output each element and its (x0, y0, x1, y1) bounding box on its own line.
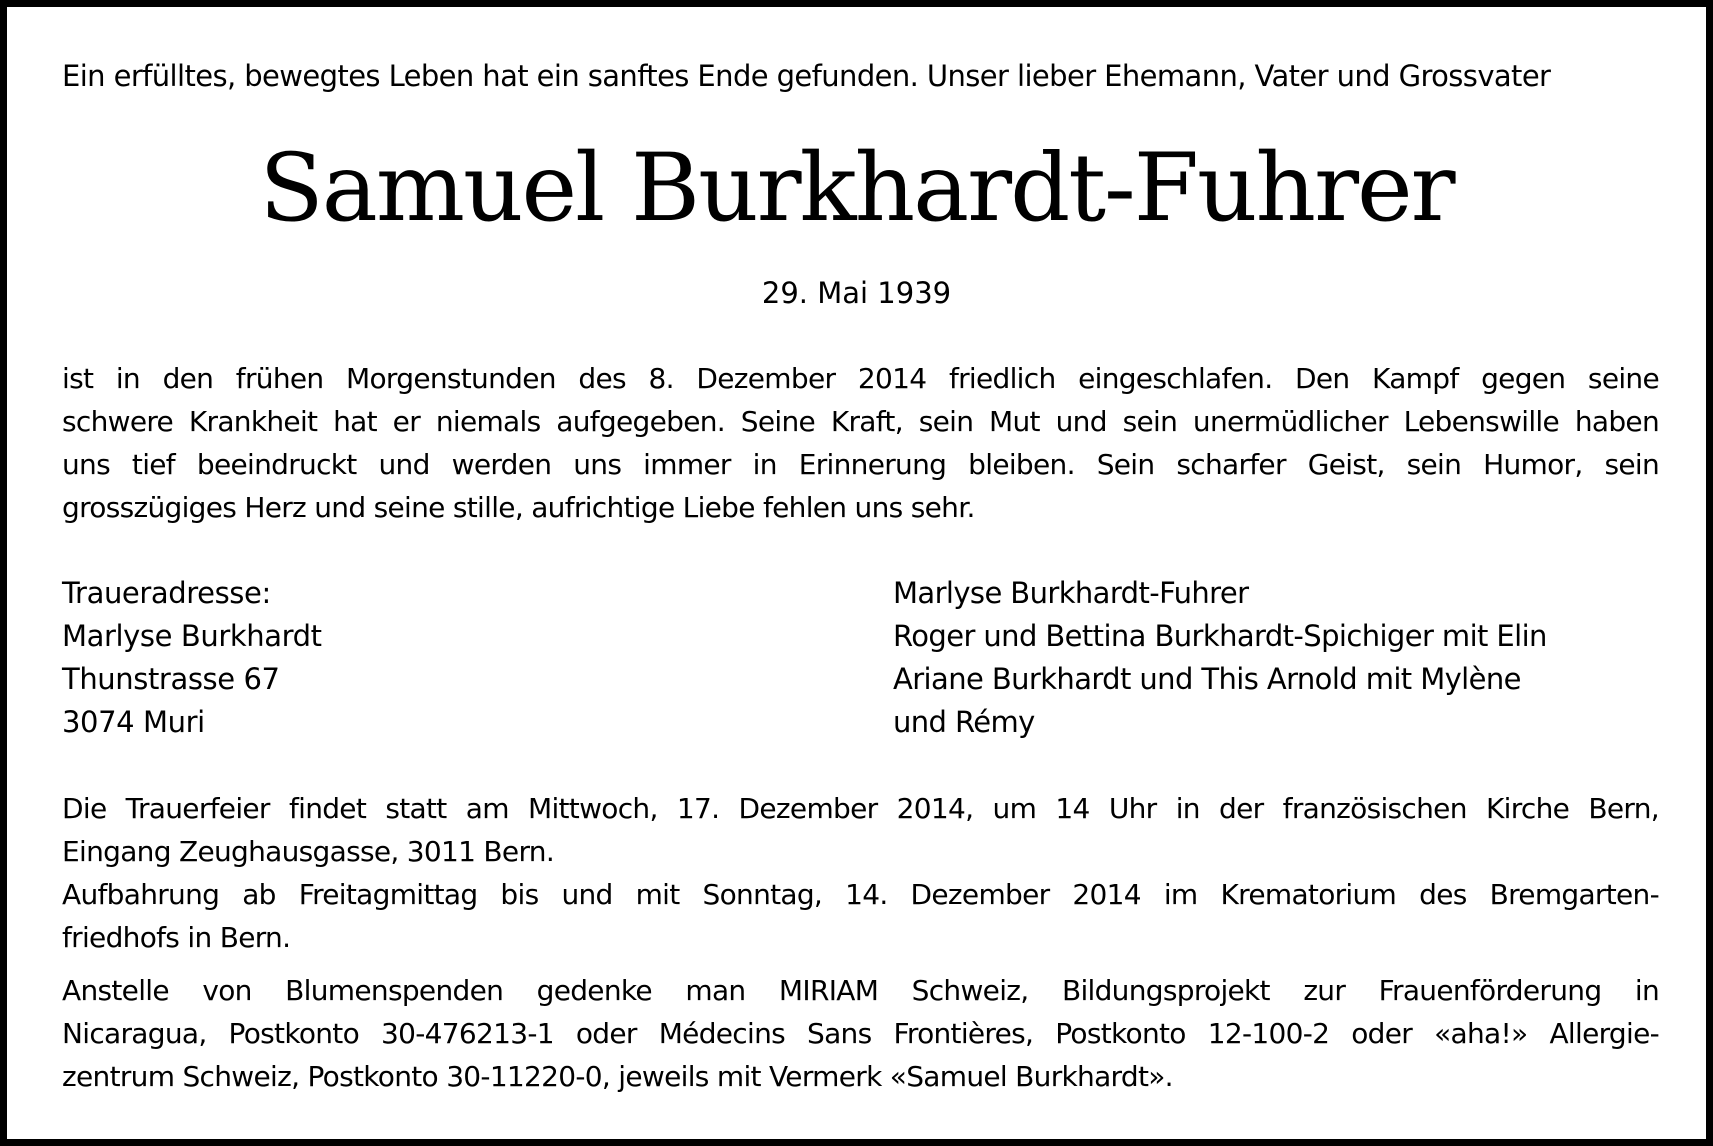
message-line: uns tief beeindruckt und werden uns immer in Erinnerung bleiben. Sein scharfer Geist, sein Humor, sein (62, 448, 1659, 481)
deceased-name: Samuel Burkhardt-Fuhrer (259, 134, 1454, 243)
ceremony-line: Eingang Zeughausgasse, 3011 Bern. (62, 835, 555, 868)
family-line: Roger und Bettina Burkhardt-Spichiger mit Elin (893, 619, 1547, 653)
ceremony-line: friedhofs in Bern. (62, 921, 291, 954)
birth-date: 29. Mai 1939 (761, 276, 952, 310)
donation-line: Nicaragua, Postkonto 30-476213-1 oder Médecins Sans Frontières, Postkonto 12-100-2 oder «aha!» Allergie- (62, 1017, 1659, 1050)
message-line: ist in den frühen Morgenstunden des 8. Dezember 2014 friedlich eingeschlafen. Den Kampf gegen seine (62, 362, 1659, 395)
message-line: schwere Krankheit hat er niemals aufgegeben. Seine Kraft, sein Mut und sein unermüdlicher Lebenswille haben (62, 405, 1659, 438)
family-line: und Rémy (893, 705, 1035, 739)
message-line: grosszügiges Herz und seine stille, aufrichtige Liebe fehlen uns sehr. (62, 491, 975, 524)
intro-text: Ein erfülltes, bewegtes Leben hat ein sanftes Ende gefunden. Unser lieber Ehemann, Vater und Grossvater (62, 59, 1551, 93)
family-line: Ariane Burkhardt und This Arnold mit Mylène (893, 662, 1521, 696)
mourning-address-name: Marlyse Burkhardt (62, 619, 322, 653)
message-paragraph (62, 357, 1659, 529)
donation-line: Anstelle von Blumenspenden gedenke man MIRIAM Schweiz, Bildungsprojekt zur Frauenförderung in (62, 974, 1659, 1007)
donation-line: zentrum Schweiz, Postkonto 30-11220-0, jeweils mit Vermerk «Samuel Burkhardt». (62, 1060, 1173, 1093)
family-list (893, 572, 1653, 744)
mourning-address-city: 3074 Muri (62, 705, 205, 739)
donation-paragraph (62, 969, 1659, 1098)
ceremony-line: Die Trauerfeier findet statt am Mittwoch, 17. Dezember 2014, um 14 Uhr in der französischen Kirche Bern, (62, 792, 1659, 825)
ceremony-paragraph (62, 787, 1659, 959)
mourning-address-street: Thunstrasse 67 (62, 662, 280, 696)
ceremony-line: Aufbahrung ab Freitagmittag bis und mit Sonntag, 14. Dezember 2014 im Krematorium des Bremgarten- (62, 878, 1659, 911)
family-line: Marlyse Burkhardt-Fuhrer (893, 576, 1249, 610)
mourning-address-label: Traueradresse: (62, 576, 271, 610)
mourning-address (62, 572, 762, 744)
